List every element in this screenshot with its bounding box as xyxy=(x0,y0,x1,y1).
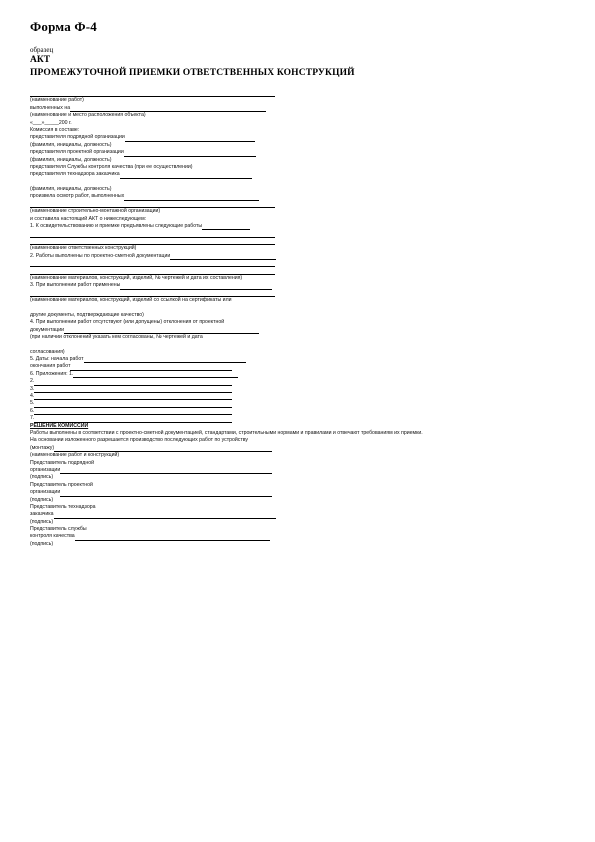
form-line xyxy=(30,541,570,548)
form-line xyxy=(30,171,570,178)
form-line xyxy=(30,223,570,230)
form-line xyxy=(30,489,570,496)
blank-field[interactable] xyxy=(30,290,275,297)
signature-role: Представитель подрядной xyxy=(30,459,94,466)
decision-heading: РЕШЕНИЕ КОМИССИИ xyxy=(30,422,89,429)
form-line xyxy=(30,134,570,141)
field-label: организации xyxy=(30,466,61,473)
form-line xyxy=(30,519,570,526)
form-line xyxy=(30,186,570,193)
form-line xyxy=(30,90,570,97)
blank-field[interactable] xyxy=(30,230,275,237)
field-caption: (наименование ответственных конструкций) xyxy=(30,245,137,252)
form-line xyxy=(30,297,570,304)
form-line xyxy=(30,497,570,504)
blank-field-item-2[interactable] xyxy=(170,253,276,260)
form-line xyxy=(30,415,570,422)
item-2-label: 2. Работы выполнены по проектно-сметной документации xyxy=(30,252,171,259)
form-line xyxy=(30,327,570,334)
blank-field-item-1[interactable] xyxy=(202,223,250,230)
field-caption: (наименование материалов, конструкций, изделий, № чертежей и дата их составления) xyxy=(30,274,243,281)
blank-field-start-date[interactable] xyxy=(84,356,246,363)
decision-next-work: На основании изложенного разрешается производство последующих работ по устройству xyxy=(30,437,248,444)
blank-field[interactable] xyxy=(30,267,275,274)
field-caption: (подпись) xyxy=(30,474,54,481)
form-line xyxy=(30,105,570,112)
field-label: представителя проектной организации xyxy=(30,149,124,156)
field-label: окончания работ xyxy=(30,363,71,370)
attachment-number: 6. xyxy=(30,407,35,414)
field-caption: (наименование работ и конструкций) xyxy=(30,452,120,459)
blank-field-attachment-6[interactable] xyxy=(34,408,232,415)
form-line xyxy=(30,282,570,289)
blank-field-attachment-5[interactable] xyxy=(34,400,232,407)
blank-field-attachment-3[interactable] xyxy=(34,386,232,393)
item-1-label: 1. К освидетельствованию и приемке предъявлены следующие работы xyxy=(30,223,203,230)
field-caption: (наименование работ) xyxy=(30,97,84,104)
form-line xyxy=(30,97,570,104)
field-label: представителя подрядной организации xyxy=(30,134,125,141)
form-line xyxy=(30,216,570,223)
form-line xyxy=(30,393,570,400)
form-line xyxy=(30,356,570,363)
blank-field-attachment-7[interactable] xyxy=(34,415,232,422)
form-line xyxy=(30,275,570,282)
form-line xyxy=(30,290,570,297)
blank-field-contractor[interactable] xyxy=(125,134,255,141)
item-6-label: 6. Приложения: 1. xyxy=(30,370,74,377)
signature-field-design-org[interactable] xyxy=(60,489,272,496)
form-line xyxy=(30,312,570,319)
act-title: ПРОМЕЖУТОЧНОЙ ПРИЕМКИ ОТВЕТСТВЕННЫХ КОНСТРУКЦИЙ xyxy=(30,68,355,78)
form-line xyxy=(30,371,570,378)
form-line xyxy=(30,474,570,481)
item-3-label: 3. При выполнении работ применены xyxy=(30,282,121,289)
form-line xyxy=(30,423,570,430)
form-line xyxy=(30,260,570,267)
form-line xyxy=(30,120,570,127)
form-line xyxy=(30,504,570,511)
date-line: «___»_____200 г. xyxy=(30,119,72,126)
field-label: документации xyxy=(30,326,65,333)
form-title: Форма Ф-4 xyxy=(30,19,98,34)
signature-role: Представитель службы xyxy=(30,526,87,533)
field-label: и составила настоящий АКТ о нижеследующем: xyxy=(30,215,147,222)
blank-field-item-3[interactable] xyxy=(120,282,272,289)
form-line xyxy=(30,533,570,540)
field-label: контроля качества xyxy=(30,533,75,540)
attachment-number: 7. xyxy=(30,415,35,422)
form-line xyxy=(30,526,570,533)
field-caption: (наименование материалов, конструкций, изделий со ссылкой на сертификаты или xyxy=(30,296,232,303)
form-line xyxy=(30,179,570,186)
attachment-number: 4. xyxy=(30,393,35,400)
form-line xyxy=(30,437,570,444)
attachment-number: 3. xyxy=(30,385,35,392)
blank-field-item-4[interactable] xyxy=(64,327,259,334)
blank-field-attachment-4[interactable] xyxy=(34,393,232,400)
form-line xyxy=(30,467,570,474)
form-line xyxy=(30,349,570,356)
form-line xyxy=(30,267,570,274)
field-label: (монтажу) xyxy=(30,444,55,451)
form-line xyxy=(30,230,570,237)
act-label: АКТ xyxy=(30,55,51,65)
signature-field-contractor[interactable] xyxy=(60,467,272,474)
form-line xyxy=(30,341,570,348)
field-caption: согласования) xyxy=(30,348,65,355)
form-line xyxy=(30,511,570,518)
blank-field-attachment-2[interactable] xyxy=(34,378,232,385)
field-caption: (подпись) xyxy=(30,540,54,547)
field-caption: (фамилия, инициалы, должность) xyxy=(30,141,112,148)
field-caption: (при наличии отклонений указать кем согласованы, № чертежей и дата xyxy=(30,333,203,340)
form-line xyxy=(30,408,570,415)
form-line xyxy=(30,452,570,459)
field-label: заказчика xyxy=(30,511,54,518)
field-label: выполненных на xyxy=(30,104,71,111)
form-body xyxy=(30,90,570,548)
field-label: произвела осмотр работ, выполненных xyxy=(30,193,125,200)
item-4-label: 4. При выполнении работ отсутствуют (или допущены) отклонения от проектной xyxy=(30,319,225,326)
form-line xyxy=(30,363,570,370)
item-5-label: 5. Даты: начала работ xyxy=(30,356,84,363)
field-caption: (подпись) xyxy=(30,518,54,525)
field-caption: (наименование и место расположения объекта) xyxy=(30,112,146,119)
signature-role: Представитель проектной xyxy=(30,481,93,488)
field-label: представителя технадзора заказчика xyxy=(30,171,120,178)
form-line xyxy=(30,482,570,489)
decision-text: Работы выполнены в соответствии с проектно-сметной документацией, стандартами, строительными нормами и правилами и отвечают требованиям их приемки. xyxy=(30,429,423,436)
form-line xyxy=(30,208,570,215)
field-caption: (подпись) xyxy=(30,496,54,503)
sample-label: образец xyxy=(30,46,54,54)
form-line xyxy=(30,304,570,311)
signature-role: Представитель технадзора xyxy=(30,503,96,510)
form-line xyxy=(30,245,570,252)
signature-field-customer[interactable] xyxy=(54,511,276,518)
form-line xyxy=(30,112,570,119)
blank-field-object[interactable] xyxy=(70,105,266,112)
field-label: Комиссия в составе: xyxy=(30,126,80,133)
field-caption: (наименование строительно-монтажной организации) xyxy=(30,208,161,215)
form-line xyxy=(30,193,570,200)
form-line xyxy=(30,386,570,393)
attachment-number: 5. xyxy=(30,400,35,407)
blank-field[interactable] xyxy=(30,260,275,267)
form-line xyxy=(30,378,570,385)
blank-field-performer[interactable] xyxy=(124,193,259,200)
form-line xyxy=(30,253,570,260)
field-label: организации xyxy=(30,489,61,496)
signature-field-quality[interactable] xyxy=(75,533,270,540)
blank-field-design-org[interactable] xyxy=(124,149,256,156)
form-line xyxy=(30,164,570,171)
blank-field-work-name[interactable] xyxy=(30,90,275,97)
blank-field-attachment-1[interactable] xyxy=(73,371,238,378)
attachment-number: 2. xyxy=(30,378,35,385)
form-line xyxy=(30,460,570,467)
form-line xyxy=(30,149,570,156)
blank-field-customer[interactable] xyxy=(120,171,252,178)
field-caption: (фамилия, инициалы, должность) xyxy=(30,156,112,163)
form-line xyxy=(30,400,570,407)
form-line xyxy=(30,334,570,341)
field-caption: другие документы, подтверждающие качество) xyxy=(30,311,144,318)
form-line xyxy=(30,157,570,164)
field-caption: (фамилия, инициалы, должность) xyxy=(30,186,112,193)
field-label: представителя Службы контроля качества (при ее осуществлении) xyxy=(30,163,193,170)
form-line xyxy=(30,319,570,326)
blank-field-end-date[interactable] xyxy=(70,363,232,370)
